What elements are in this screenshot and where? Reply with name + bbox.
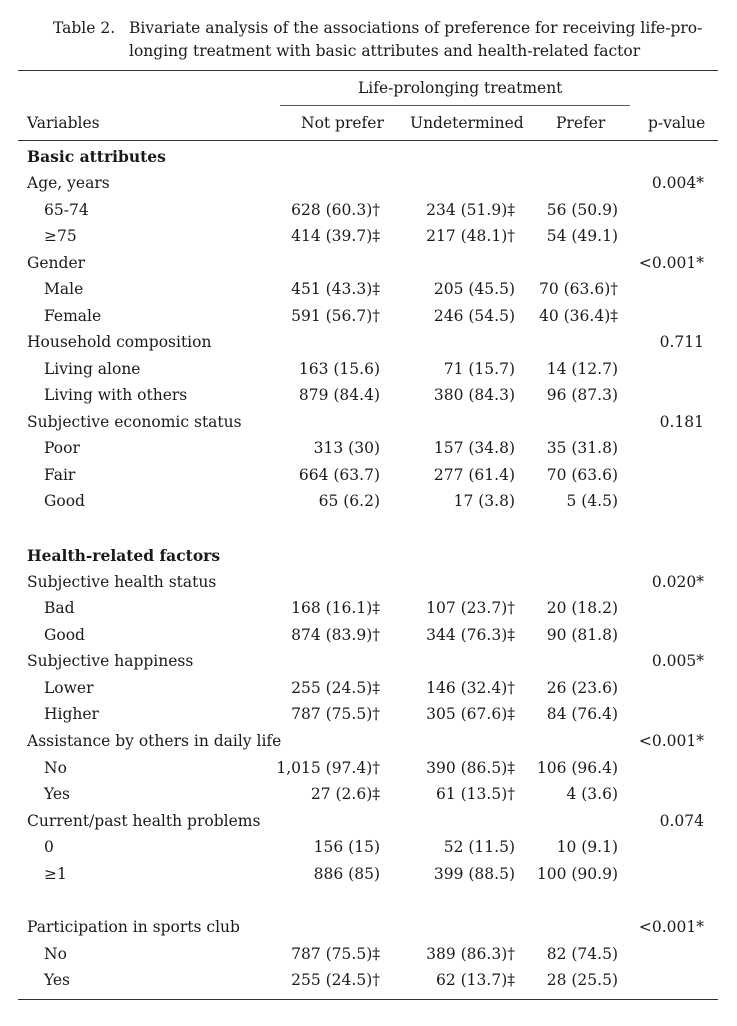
- cell-undetermined: 305 (67.6)‡: [426, 705, 515, 723]
- cell-not-prefer: 156 (15): [313, 838, 380, 856]
- table-row: [0, 759, 737, 785]
- row-label: 65-74: [44, 201, 89, 219]
- header-undetermined: Undetermined: [410, 114, 524, 132]
- row-label: Subjective health status: [27, 573, 217, 591]
- cell-undetermined: 71 (15.7): [443, 360, 515, 378]
- cell-p-value: <0.001*: [638, 254, 704, 272]
- cell-undetermined: 380 (84.3): [433, 386, 515, 404]
- cell-p-value: <0.001*: [638, 732, 704, 750]
- cell-undetermined: 146 (32.4)†: [426, 679, 515, 697]
- cell-p-value: 0.711: [659, 333, 704, 351]
- cell-p-value: 0.181: [659, 413, 704, 431]
- cell-not-prefer: 255 (24.5)†: [291, 971, 380, 989]
- cell-undetermined: 234 (51.9)‡: [426, 201, 515, 219]
- row-label: Good: [44, 492, 85, 510]
- row-label: Lower: [44, 679, 94, 697]
- cell-prefer: 106 (96.4): [536, 759, 618, 777]
- header-not-prefer: Not prefer: [301, 114, 384, 132]
- cell-prefer: 54 (49.1): [546, 227, 618, 245]
- row-label: Basic attributes: [27, 147, 166, 166]
- cell-not-prefer: 879 (84.4): [298, 386, 380, 404]
- table-row: [0, 360, 737, 386]
- cell-not-prefer: 313 (30): [313, 439, 380, 457]
- cell-prefer: 35 (31.8): [546, 439, 618, 457]
- cell-prefer: 4 (3.6): [566, 785, 618, 803]
- row-label: Assistance by others in daily life: [27, 732, 282, 750]
- cell-not-prefer: 255 (24.5)‡: [291, 679, 380, 697]
- cell-prefer: 26 (23.6): [546, 679, 618, 697]
- cell-not-prefer: 664 (63.7): [298, 466, 380, 484]
- cell-not-prefer: 168 (16.1)‡: [291, 599, 380, 617]
- header-p-value: p-value: [648, 114, 706, 132]
- table-row: [0, 971, 737, 997]
- row-label: Current/past health problems: [27, 812, 261, 830]
- variable-row: [0, 732, 737, 758]
- cell-prefer: 84 (76.4): [546, 705, 618, 723]
- cell-undetermined: 389 (86.3)†: [426, 945, 515, 963]
- cell-prefer: 96 (87.3): [546, 386, 618, 404]
- cell-undetermined: 217 (48.1)†: [426, 227, 515, 245]
- cell-prefer: 82 (74.5): [546, 945, 618, 963]
- variable-row: [0, 413, 737, 439]
- cell-not-prefer: 591 (56.7)†: [291, 307, 380, 325]
- cell-not-prefer: 787 (75.5)†: [291, 705, 380, 723]
- cell-undetermined: 344 (76.3)‡: [426, 626, 515, 644]
- header-group-label: Life-prolonging treatment: [358, 79, 563, 97]
- variable-row: [0, 333, 737, 359]
- cell-prefer: 90 (81.8): [546, 626, 618, 644]
- table-number: Table 2.: [53, 19, 116, 37]
- table-row: [0, 838, 737, 864]
- bottom-rule: [18, 999, 718, 1000]
- cell-undetermined: 246 (54.5): [433, 307, 515, 325]
- row-label: Poor: [44, 439, 80, 457]
- cell-undetermined: 107 (23.7)†: [426, 599, 515, 617]
- table-row: [0, 705, 737, 731]
- row-label: No: [44, 945, 67, 963]
- row-label: Female: [44, 307, 102, 325]
- row-label: Good: [44, 626, 85, 644]
- row-label: Age, years: [27, 174, 110, 192]
- cell-not-prefer: 163 (15.6): [298, 360, 380, 378]
- row-label: Male: [44, 280, 84, 298]
- cell-prefer: 28 (25.5): [546, 971, 618, 989]
- variable-row: [0, 812, 737, 838]
- header-variables: Variables: [27, 114, 100, 132]
- table-row: [0, 386, 737, 412]
- row-label: Health-related factors: [27, 546, 221, 565]
- row-label: Yes: [44, 785, 71, 803]
- cell-undetermined: 52 (11.5): [443, 838, 515, 856]
- table-row: [0, 466, 737, 492]
- cell-prefer: 20 (18.2): [546, 599, 618, 617]
- row-label: Gender: [27, 254, 86, 272]
- cell-prefer: 14 (12.7): [546, 360, 618, 378]
- cell-prefer: 5 (4.5): [566, 492, 618, 510]
- row-label: Household composition: [27, 333, 212, 351]
- table-row: [0, 599, 737, 625]
- table-row: [0, 626, 737, 652]
- section-row: [0, 546, 737, 572]
- table-row: [0, 439, 737, 465]
- cell-undetermined: 205 (45.5): [433, 280, 515, 298]
- cell-p-value: 0.074: [659, 812, 704, 830]
- cell-not-prefer: 1,015 (97.4)†: [276, 759, 380, 777]
- cell-not-prefer: 451 (43.3)‡: [291, 280, 380, 298]
- cell-prefer: 100 (90.9): [536, 865, 618, 883]
- cell-prefer: 10 (9.1): [556, 838, 618, 856]
- cell-not-prefer: 414 (39.7)‡: [291, 227, 380, 245]
- table-row: [0, 492, 737, 518]
- cell-not-prefer: 27 (2.6)‡: [310, 785, 380, 803]
- section-row: [0, 147, 737, 173]
- cell-prefer: 70 (63.6): [546, 466, 618, 484]
- table-row: [0, 280, 737, 306]
- cell-not-prefer: 65 (6.2): [318, 492, 380, 510]
- cell-undetermined: 62 (13.7)‡: [435, 971, 515, 989]
- cell-prefer: 70 (63.6)†: [538, 280, 618, 298]
- group-underline: [280, 105, 630, 106]
- row-label: Bad: [44, 599, 75, 617]
- row-label: ≥1: [44, 865, 67, 883]
- cell-undetermined: 157 (34.8): [433, 439, 515, 457]
- cell-undetermined: 277 (61.4): [433, 466, 515, 484]
- cell-not-prefer: 628 (60.3)†: [291, 201, 380, 219]
- row-label: Yes: [44, 971, 71, 989]
- table-row: [0, 865, 737, 891]
- row-label: No: [44, 759, 67, 777]
- cell-undetermined: 390 (86.5)‡: [426, 759, 515, 777]
- cell-prefer: 56 (50.9): [546, 201, 618, 219]
- top-rule: [18, 70, 718, 71]
- cell-prefer: 40 (36.4)‡: [538, 307, 618, 325]
- row-label: Higher: [44, 705, 99, 723]
- table-row: [0, 945, 737, 971]
- row-label: Living with others: [44, 386, 188, 404]
- row-label: 0: [44, 838, 54, 856]
- cell-undetermined: 17 (3.8): [453, 492, 515, 510]
- row-label: Subjective happiness: [27, 652, 194, 670]
- variable-row: [0, 573, 737, 599]
- table-row: [0, 227, 737, 253]
- row-label: ≥75: [44, 227, 77, 245]
- header-prefer: Prefer: [556, 114, 606, 132]
- table-title: Bivariate analysis of the associations of preference for receiving life-pro-longing treatment with basic attributes and health-related factor: [129, 19, 703, 60]
- cell-p-value: 0.004*: [651, 174, 704, 192]
- cell-p-value: 0.005*: [651, 652, 704, 670]
- cell-not-prefer: 874 (83.9)†: [291, 626, 380, 644]
- variable-row: [0, 652, 737, 678]
- cell-p-value: <0.001*: [638, 918, 704, 936]
- cell-undetermined: 61 (13.5)†: [435, 785, 515, 803]
- row-label: Participation in sports club: [27, 918, 240, 936]
- variable-row: [0, 174, 737, 200]
- cell-p-value: 0.020*: [651, 573, 704, 591]
- table-row: [0, 679, 737, 705]
- variable-row: [0, 918, 737, 944]
- row-label: Fair: [44, 466, 76, 484]
- cell-not-prefer: 886 (85): [313, 865, 380, 883]
- variable-row: [0, 254, 737, 280]
- cell-undetermined: 399 (88.5): [433, 865, 515, 883]
- table-row: [0, 785, 737, 811]
- header-rule: [18, 140, 718, 141]
- cell-not-prefer: 787 (75.5)‡: [291, 945, 380, 963]
- table-row: [0, 307, 737, 333]
- row-label: Living alone: [44, 360, 141, 378]
- table-row: [0, 201, 737, 227]
- row-label: Subjective economic status: [27, 413, 242, 431]
